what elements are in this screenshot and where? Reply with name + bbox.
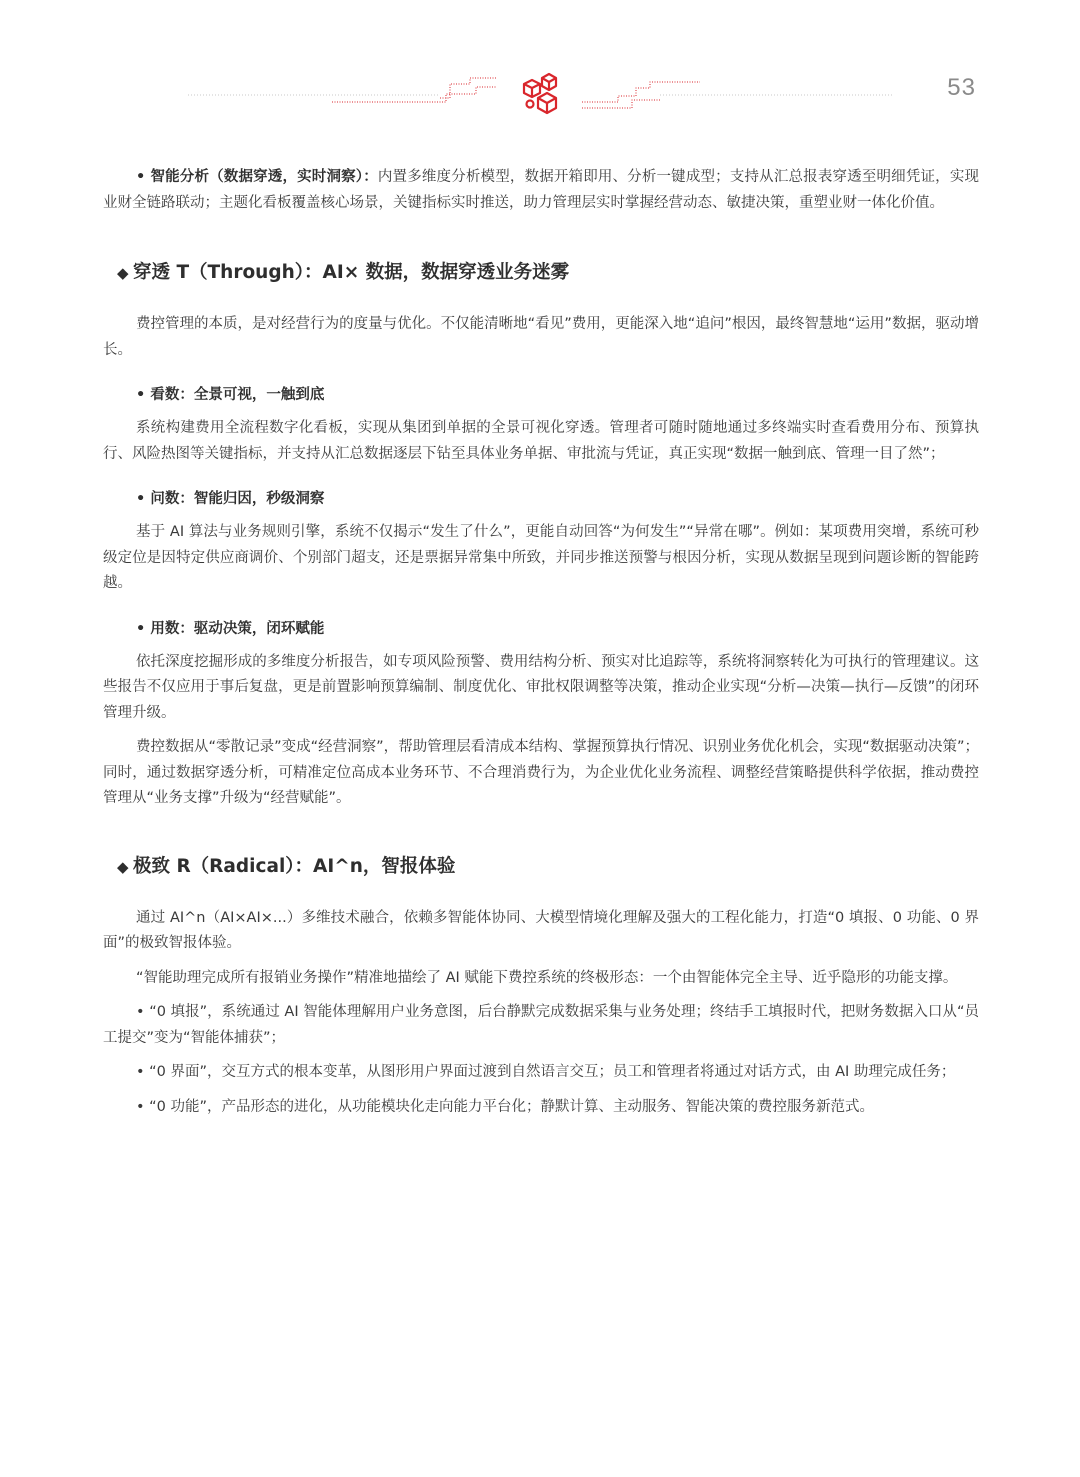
header-decoration xyxy=(0,0,1080,140)
section-t-heading xyxy=(103,258,979,288)
page-number: 53 xyxy=(947,74,976,101)
intro-bullet-title: • 智能分析（数据穿透，实时洞察）： xyxy=(136,169,378,185)
section-t-sub1-text: 系统构建费用全流程数字化看板，实现从集团到单据的全景可视化穿透。管理者可随时随地通过多终端实时查看费用分布、预算执行、风险热图等关键指标，并支持从汇总数据逐层下钻至具体业务单据、审批流与凭证，真正实现“数据一触到底、管理一目了然”； xyxy=(103,420,979,462)
section-t-intro: 费控管理的本质，是对经营行为的度量与优化。不仅能清晰地“看见”费用，更能深入地“追问”根因，最终智慧地“运用”数据，驱动增长。 xyxy=(103,316,979,358)
section-r-bullet-zero-interface: • “0 界面”，交互方式的根本变革，从图形用户界面过渡到自然语言交互；员工和管理者将通过对话方式，由 AI 助理完成任务； xyxy=(136,1064,956,1080)
section-t-sub3-text: 依托深度挖掘形成的多维度分析报告，如专项风险预警、费用结构分析、预实对比追踪等，系统将洞察转化为可执行的管理建议。这些报告不仅应用于事后复盘，更是前置影响预算编制、制度优化、审批权限调整等决策，推动企业实现“分析—决策—执行—反馈”的闭环管理升级。 xyxy=(103,653,979,721)
section-t-sub3-title: • 用数：驱动决策，闭环赋能 xyxy=(136,620,325,637)
section-t-sub2-title: • 问数：智能归因，秒级洞察 xyxy=(136,491,325,507)
section-r-quote: “智能助理完成所有报销业务操作”精准地描绘了 AI 赋能下费控系统的终极形态：一个由智能体完全主导、近乎隐形的功能支撑。 xyxy=(136,969,958,986)
cubes-icon xyxy=(524,74,556,113)
diamond-bullet-icon: ◆ xyxy=(117,857,129,876)
section-t-sub2-text: 基于 AI 算法与业务规则引擎，系统不仅揭示“发生了什么”，更能自动回答“为何发生”“异常在哪”。例如：某项费用突增，系统可秒级定位是因特定供应商调价、个别部门超支，还是票据异常集中所致，并同步推送预警与根因分析，实现从数据呈现到问题诊断的智能跨越。 xyxy=(103,524,979,591)
section-r-bullet-zero-function: • “0 功能”，产品形态的进化，从功能模块化走向能力平台化；静默计算、主动服务、智能决策的费控服务新范式。 xyxy=(136,1098,875,1115)
section-r-intro: 通过 AI^n（AI×AI×...）多维技术融合，依赖多智能体协同、大模型情境化理解及强大的工程化能力，打造“0 填报、0 功能、0 界面”的极致智报体验。 xyxy=(103,909,979,951)
section-t-heading-text: 穿透 T（Through）：AI× 数据，数据穿透业务迷雾 xyxy=(133,262,570,283)
diamond-bullet-icon: ◆ xyxy=(117,264,129,282)
intro-bullet xyxy=(103,165,979,216)
page-content xyxy=(103,165,979,1120)
section-r-heading xyxy=(103,852,979,882)
page-header xyxy=(0,0,1080,140)
section-r-heading-text: 极致 R（Radical）：AI^n，智报体验 xyxy=(133,855,456,877)
section-r-bullet-zero-input: • “0 填报”，系统通过 AI 智能体理解用户业务意图，后台静默完成数据采集与业务处理；终结手工填报时代，把财务数据入口从“员工提交”变为“智能体捕获”； xyxy=(103,1004,979,1046)
intro-bullet-text: 内置多维度分析模型，数据开箱即用、分析一键成型；支持从汇总报表穿透至明细凭证，实现业财全链路联动；主题化看板覆盖核心场景，关键指标实时推送，助力管理层实时掌握经营动态、敏捷决策，重塑业财一体化价值。 xyxy=(103,169,979,211)
section-t-closing: 费控数据从“零散记录”变成“经营洞察”，帮助管理层看清成本结构、掌握预算执行情况、识别业务优化机会，实现“数据驱动决策”；同时，通过数据穿透分析，可精准定位高成本业务环节、不合理消费行为，为企业优化业务流程、调整经营策略提供科学依据，推动费控管理从“业务支撑”升级为“经营赋能”。 xyxy=(103,739,979,806)
section-t-sub1-title: • 看数：全景可视，一触到底 xyxy=(136,387,325,403)
